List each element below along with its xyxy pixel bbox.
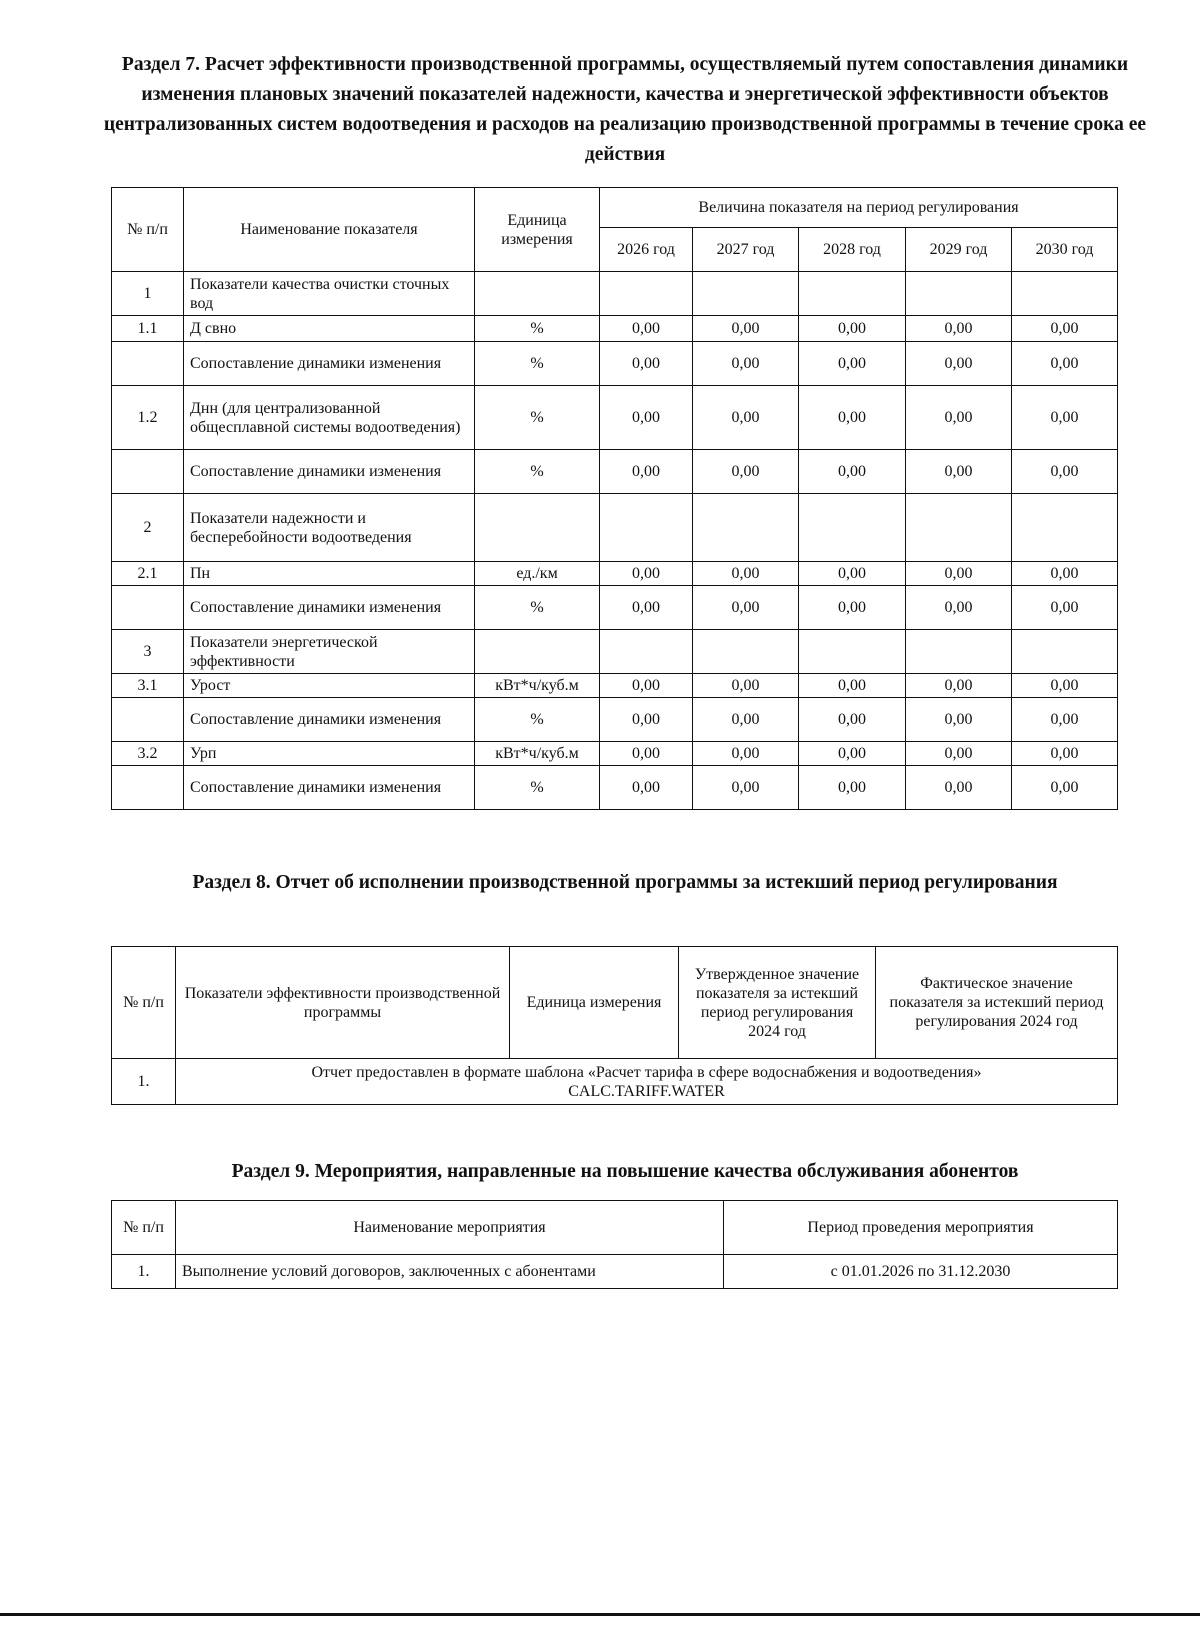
row-value: 0,00: [600, 386, 693, 450]
row-value: 0,00: [1012, 316, 1118, 342]
row-name: Д свно: [184, 316, 475, 342]
table-row: [112, 494, 1118, 562]
row-value: 0,00: [799, 450, 906, 494]
table-row: [112, 450, 1118, 494]
section7-header-row: [112, 188, 1118, 228]
row-num: 3.2: [112, 742, 184, 766]
section9-header-row: [112, 1201, 1118, 1255]
row-value: 0,00: [906, 586, 1012, 630]
row-num: 2.1: [112, 562, 184, 586]
row-name: Днн (для централизованной общесплавной системы водоотведения): [184, 386, 475, 450]
row-num: [112, 586, 184, 630]
row-value: 0,00: [799, 316, 906, 342]
header-year: 2026 год: [600, 228, 693, 272]
row-value: 0,00: [906, 674, 1012, 698]
row-name: Сопоставление динамики изменения: [184, 342, 475, 386]
report-note: [176, 1059, 1118, 1105]
row-value: 0,00: [600, 586, 693, 630]
row-value: 0,00: [693, 766, 799, 810]
row-value: 0,00: [799, 342, 906, 386]
row-value: 0,00: [693, 450, 799, 494]
header-num: № п/п: [112, 188, 184, 272]
header-period: Период проведения мероприятия: [724, 1201, 1118, 1255]
row-value: 0,00: [693, 386, 799, 450]
row-unit: %: [475, 450, 600, 494]
row-value: [799, 272, 906, 316]
row-value: [1012, 272, 1118, 316]
table-row: [112, 742, 1118, 766]
row-value: [799, 494, 906, 562]
row-value: 0,00: [1012, 342, 1118, 386]
row-unit: %: [475, 586, 600, 630]
table-row: [112, 562, 1118, 586]
section8-table: [111, 946, 1118, 1105]
row-num: [112, 698, 184, 742]
row-unit: %: [475, 698, 600, 742]
row-unit: кВт*ч/куб.м: [475, 742, 600, 766]
row-value: 0,00: [799, 742, 906, 766]
row-value: 0,00: [1012, 698, 1118, 742]
row-value: 0,00: [1012, 586, 1118, 630]
row-name: Урост: [184, 674, 475, 698]
header-year: 2027 год: [693, 228, 799, 272]
row-value: 0,00: [693, 674, 799, 698]
row-unit: [475, 272, 600, 316]
row-value: 0,00: [906, 316, 1012, 342]
row-value: 0,00: [1012, 450, 1118, 494]
header-unit: Единица измерения: [475, 188, 600, 272]
header-num: № п/п: [112, 1201, 176, 1255]
row-name: Сопоставление динамики изменения: [184, 450, 475, 494]
row-unit: [475, 494, 600, 562]
row-value: 0,00: [600, 316, 693, 342]
row-name: Пн: [184, 562, 475, 586]
row-value: 0,00: [906, 450, 1012, 494]
row-value: [906, 272, 1012, 316]
section7-table: [111, 187, 1118, 810]
activity-name: Выполнение условий договоров, заключенных с абонентами: [176, 1255, 724, 1289]
row-value: [906, 630, 1012, 674]
row-unit: %: [475, 316, 600, 342]
row-value: 0,00: [600, 698, 693, 742]
row-value: 0,00: [600, 742, 693, 766]
row-name: Показатели надежности и бесперебойности водоотведения: [184, 494, 475, 562]
row-unit: %: [475, 766, 600, 810]
report-text: Отчет предоставлен в формате шаблона «Расчет тарифа в сфере водоснабжения и водоотведения»: [311, 1063, 982, 1081]
row-value: 0,00: [600, 450, 693, 494]
row-value: 0,00: [906, 386, 1012, 450]
row-value: [600, 272, 693, 316]
row-name: Урп: [184, 742, 475, 766]
row-unit: %: [475, 342, 600, 386]
row-num: [112, 342, 184, 386]
row-value: [600, 494, 693, 562]
row-value: 0,00: [600, 674, 693, 698]
section8-title: Раздел 8. Отчет об исполнении производственной программы за истекший период регулирования: [192, 872, 1058, 893]
header-name: Наименование показателя: [184, 188, 475, 272]
row-value: 0,00: [1012, 742, 1118, 766]
row-value: 0,00: [1012, 562, 1118, 586]
row-value: 0,00: [799, 586, 906, 630]
row-value: 0,00: [600, 342, 693, 386]
activity-period: с 01.01.2026 по 31.12.2030: [724, 1255, 1118, 1289]
table-row: [112, 630, 1118, 674]
table-row: [112, 674, 1118, 698]
header-period: Величина показателя на период регулирования: [600, 188, 1118, 228]
row-num: 3.1: [112, 674, 184, 698]
row-value: 0,00: [799, 386, 906, 450]
header-actual: Фактическое значение показателя за истекший период регулирования 2024 год: [876, 947, 1118, 1059]
header-name: Наименование мероприятия: [176, 1201, 724, 1255]
row-value: 0,00: [799, 674, 906, 698]
section8-header-row: [112, 947, 1118, 1059]
row-value: [693, 272, 799, 316]
row-unit: кВт*ч/куб.м: [475, 674, 600, 698]
row-name: Показатели качества очистки сточных вод: [184, 272, 475, 316]
row-value: 0,00: [693, 698, 799, 742]
row-num: 2: [112, 494, 184, 562]
row-value: 0,00: [906, 342, 1012, 386]
row-unit: [475, 630, 600, 674]
row-num: 1.: [112, 1059, 176, 1105]
row-value: [600, 630, 693, 674]
row-value: [906, 494, 1012, 562]
row-value: [799, 630, 906, 674]
row-value: 0,00: [906, 766, 1012, 810]
row-unit: %: [475, 386, 600, 450]
row-value: 0,00: [600, 562, 693, 586]
row-value: 0,00: [693, 316, 799, 342]
table-row: [112, 272, 1118, 316]
row-value: 0,00: [693, 562, 799, 586]
table-row: [112, 586, 1118, 630]
header-year: 2028 год: [799, 228, 906, 272]
row-value: 0,00: [1012, 674, 1118, 698]
row-value: 0,00: [906, 742, 1012, 766]
table-row: [112, 316, 1118, 342]
row-name: Сопоставление динамики изменения: [184, 586, 475, 630]
report-code: CALC.TARIFF.WATER: [568, 1082, 725, 1100]
row-value: 0,00: [906, 562, 1012, 586]
row-num: 1.1: [112, 316, 184, 342]
section7-title: Раздел 7. Расчет эффективности производственной программы, осуществляемый путем сопоставления динамики изменения плановых значений показателей надежности, качества и энергетической эффективности объектов централизованных систем водоотведения и расходов на реализацию производственной программы в течение срока ее действия: [103, 54, 1147, 165]
row-num: 1.: [112, 1255, 176, 1289]
row-value: [1012, 630, 1118, 674]
row-value: 0,00: [693, 586, 799, 630]
row-value: [693, 494, 799, 562]
row-unit: ед./км: [475, 562, 600, 586]
row-name: Сопоставление динамики изменения: [184, 698, 475, 742]
table-row: [112, 766, 1118, 810]
row-value: 0,00: [693, 742, 799, 766]
page-bottom-edge: [0, 1613, 1200, 1616]
row-value: 0,00: [799, 766, 906, 810]
header-num: № п/п: [112, 947, 176, 1059]
table-row: [112, 1059, 1118, 1105]
row-value: 0,00: [1012, 386, 1118, 450]
table-row: [112, 386, 1118, 450]
header-approved: Утвержденное значение показателя за истекший период регулирования 2024 год: [679, 947, 876, 1059]
row-num: 1: [112, 272, 184, 316]
section9-title: Раздел 9. Мероприятия, направленные на повышение качества обслуживания абонентов: [231, 1161, 1019, 1182]
row-value: 0,00: [799, 698, 906, 742]
row-value: 0,00: [906, 698, 1012, 742]
header-year: 2030 год: [1012, 228, 1118, 272]
row-value: [1012, 494, 1118, 562]
row-num: [112, 766, 184, 810]
header-year: 2029 год: [906, 228, 1012, 272]
row-value: 0,00: [600, 766, 693, 810]
row-num: 1.2: [112, 386, 184, 450]
row-value: 0,00: [693, 342, 799, 386]
row-num: 3: [112, 630, 184, 674]
table-row: [112, 1255, 1118, 1289]
row-name: Показатели энергетической эффективности: [184, 630, 475, 674]
row-value: [693, 630, 799, 674]
table-row: [112, 342, 1118, 386]
row-name: Сопоставление динамики изменения: [184, 766, 475, 810]
section7-body: [112, 272, 1118, 810]
row-value: 0,00: [1012, 766, 1118, 810]
section9-table: [111, 1200, 1118, 1289]
header-unit: Единица измерения: [510, 947, 679, 1059]
table-row: [112, 698, 1118, 742]
row-value: 0,00: [799, 562, 906, 586]
header-indicator: Показатели эффективности производственной программы: [176, 947, 510, 1059]
row-num: [112, 450, 184, 494]
